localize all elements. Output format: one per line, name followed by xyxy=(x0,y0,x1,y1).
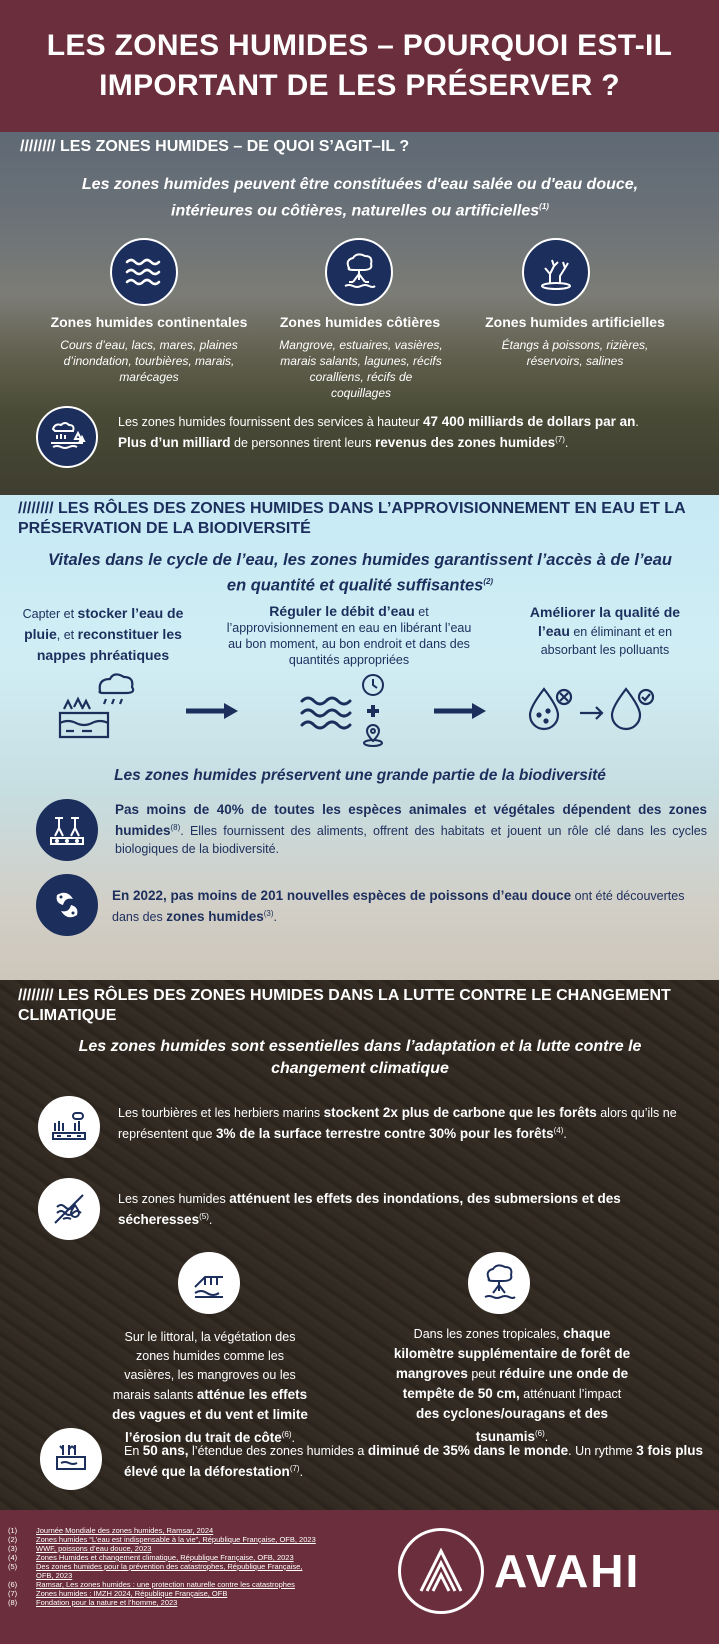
reference-item[interactable] xyxy=(8,1544,151,1553)
reference-item[interactable] xyxy=(8,1535,316,1544)
coastal-erosion-text: Sur le littoral, la végétation des zones humides comme les vasières, les mangroves ou les marais salants atténue les effets des vagues et du vent et limite l’érosion du trait de côte$^{(6)}$. xyxy=(112,1330,308,1446)
waves-icon xyxy=(110,238,178,306)
reference-link[interactable]: Zones Humides et changement climatique, République Française, OFB, 2023 xyxy=(36,1553,294,1562)
mangrove-tree-icon xyxy=(325,238,393,306)
reference-link[interactable]: Ramsar, Les zones humides : une protection naturelle contre les catastrophes xyxy=(36,1580,295,1589)
reference-number: (4) xyxy=(8,1553,18,1562)
reference-number: (1) xyxy=(8,1526,18,1535)
section3-title: //////// LES RÔLES DES ZONES HUMIDES DANS LA LUTTE CONTRE LE CHANGEMENT CLIMATIQUE xyxy=(18,987,671,1024)
reference-link[interactable]: Zones humides : IMZH 2024, République Française, OFB xyxy=(36,1589,228,1598)
reference-item[interactable] xyxy=(8,1589,227,1598)
reference-item[interactable] xyxy=(8,1526,213,1535)
water-flow-text: Réguler le débit d’eau et l’approvisionnement en eau en libérant l’eau au bon moment, au bon endroit et dans des quantités appropriées xyxy=(226,603,472,667)
category-desc-artificial: Étangs à poissons, rizières, réservoirs, salines xyxy=(501,338,649,368)
avahi-logo-icon xyxy=(398,1528,484,1614)
reference-number: (3) xyxy=(8,1544,18,1553)
peatland-carbon-icon xyxy=(38,1096,100,1158)
reference-item[interactable] xyxy=(8,1571,72,1580)
coral-icon xyxy=(522,238,590,306)
footer xyxy=(0,1510,719,1644)
section2-subtitle: Vitales dans le cycle de l’eau, les zones humides garantissent l’accès à de l’eau en quantité et qualité suffisantes$^{(2)}$ xyxy=(48,551,672,595)
reference-number: (6) xyxy=(8,1580,18,1589)
avahi-logo-text: AVAHI xyxy=(494,1545,641,1597)
mangrove-biodiversity-icon xyxy=(36,799,98,861)
category-desc-continental: Cours d’eau, lacs, mares, plaines d’inondation, tourbières, marais, marécages xyxy=(60,338,238,384)
section2-title: //////// LES RÔLES DES ZONES HUMIDES DANS L’APPROVISIONNEMENT EN EAU ET LA PRÉSERVATION DE LA BIODIVERSITÉ xyxy=(18,500,686,537)
reference-item[interactable] xyxy=(8,1598,177,1607)
section3-subtitle: Les zones humides sont essentielles dans l’adaptation et la lutte contre le changement climatique xyxy=(78,1038,642,1077)
arrow-right-icon xyxy=(432,701,488,721)
category-title-coastal: Zones humides côtières xyxy=(279,314,441,330)
category-title-continental: Zones humides continentales xyxy=(50,314,248,330)
section-what-are-wetlands xyxy=(0,132,719,495)
section-climate-change xyxy=(0,980,719,1510)
wetland-decline-text: En 50 ans, l’étendue des zones humides a diminué de 35% dans le monde. Un rythme 3 fois plus élevé que la déforestation$^{(7)}$. xyxy=(124,1443,703,1480)
carbon-storage-text: Les tourbières et les herbiers marins stockent 2x plus de carbone que les forêts alors qu’ils ne représentent que 3% de la surface terrestre contre 30% pour les forêts$^{(4)}$. xyxy=(118,1105,677,1142)
reference-link[interactable]: Journée Mondiale des zones humides, Ramsar, 2024 xyxy=(36,1526,214,1535)
water-purification-icon xyxy=(524,683,656,733)
category-title-artificial: Zones humides artificielles xyxy=(485,314,665,330)
biodiversity-40-percent-text: Pas moins de 40% de toutes les espèces animales et végétales dépendent des zones humides$^{(8)}$. Elles fournissent des aliments, offrent des habitats et jouent un rôle clé dans les cycles biologiques de la biodiversité. xyxy=(115,802,707,857)
flood-mitigation-text: Les zones humides atténuent les effets des inondations, des submersions et des sécheresses$^{(5)}$. xyxy=(118,1191,621,1228)
reference-link[interactable]: Des zones humides pour la prévention des catastrophes, République Française, xyxy=(36,1562,303,1571)
reference-number: (8) xyxy=(8,1598,18,1607)
reference-item[interactable] xyxy=(8,1580,295,1589)
section1-subtitle: Les zones humides peuvent être constituées d'eau salée ou d'eau douce, intérieures ou côtières, naturelles ou artificielles$^{(1)}$ xyxy=(81,176,639,220)
new-fish-species-text: En 2022, pas moins de 201 nouvelles espèces de poissons d’eau douce ont été découvertes dans des zones humides$^{(3)}$. xyxy=(112,888,685,925)
category-desc-coastal: Mangrove, estuaires, vasières, marais salants, lagunes, récifs coralliens, récifs de coquillages xyxy=(279,338,443,400)
page-title: LES ZONES HUMIDES – POURQUOI EST-IL IMPORTANT DE LES PRÉSERVER ? xyxy=(46,29,673,102)
reference-number: (2) xyxy=(8,1535,18,1544)
wetland-landscape-icon xyxy=(36,406,98,468)
reference-item[interactable] xyxy=(8,1562,302,1571)
water-capture-text: Capter et stocker l’eau de pluie, et reconstituer les nappes phréatiques xyxy=(22,605,184,663)
water-quality-text: Améliorer la qualité de l’eau en éliminant et en absorbant les polluants xyxy=(529,604,681,657)
wetland-decline-icon xyxy=(40,1428,102,1490)
reference-item[interactable] xyxy=(8,1553,294,1562)
reference-link[interactable]: WWF, poissons d’eau douce, 2023 xyxy=(36,1544,152,1553)
flood-drought-icon xyxy=(38,1178,100,1240)
arrow-right-icon xyxy=(184,701,240,721)
biodiversity-subtitle: Les zones humides préservent une grande partie de la biodiversité xyxy=(114,767,606,784)
reference-link[interactable]: Zones humides “L’eau est indispensable à la vie”, République Française, OFB, 2023 xyxy=(36,1535,316,1544)
services-text: Les zones humides fournissent des services à hauteur 47 400 milliards de dollars par an. Plus d’un milliard de personnes tirent leurs revenus des zones humides$^{(7)}$. xyxy=(118,414,639,451)
storm-surge-text: Dans les zones tropicales, chaque kilomètre supplémentaire de forêt de mangroves peut réduire une onde de tempête de 50 cm, atténuant l’impact des cyclones/ouragans et des tsunamis$^{(6)}$. xyxy=(393,1326,631,1445)
clock-plus-location-icon xyxy=(358,673,388,753)
coastline-icon xyxy=(178,1252,240,1314)
reference-link[interactable]: OFB, 2023 xyxy=(36,1571,73,1580)
reference-number: (5) xyxy=(8,1562,18,1571)
mangrove-tree-icon xyxy=(468,1252,530,1314)
reference-number: (7) xyxy=(8,1589,18,1598)
section-water-biodiversity xyxy=(0,495,719,980)
fish-species-icon xyxy=(36,874,98,936)
reference-link[interactable]: Fondation pour la nature et l’homme, 2023 xyxy=(36,1598,178,1607)
section1-title: //////// LES ZONES HUMIDES – DE QUOI S’AGIT–IL ? xyxy=(20,138,410,155)
rain-soil-icon xyxy=(56,669,144,741)
water-waves-icon xyxy=(298,693,356,733)
header xyxy=(0,0,719,132)
